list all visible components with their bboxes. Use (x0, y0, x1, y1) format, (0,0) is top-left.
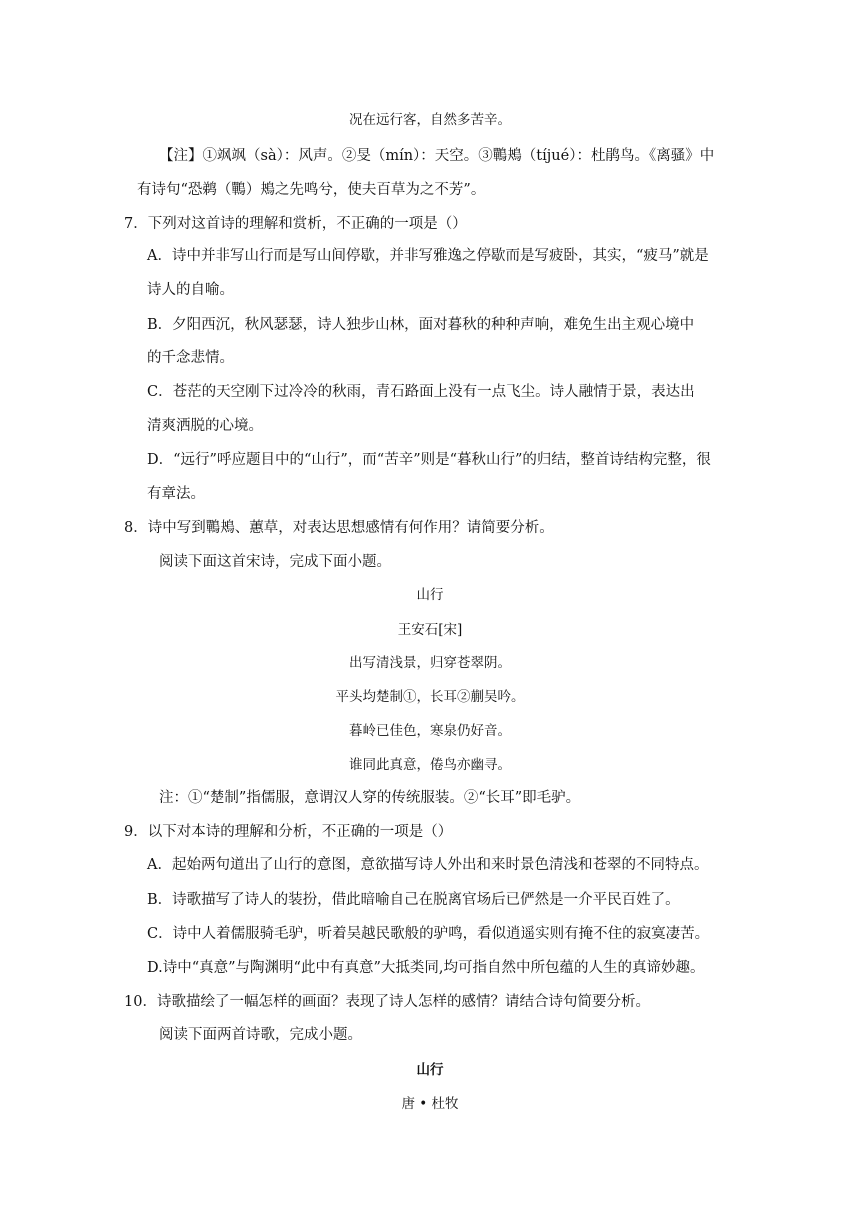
annotation-note-cont: 有诗句“恐鹈（鷤）鴂之先鸣兮，使夫百草为之不芳”。 (137, 182, 486, 198)
q9-option-d: D.诗中“真意”与陶渊明“此中有真意”大抵类同,均可指自然中所包蕴的人生的真谛妙趣。 (147, 960, 705, 976)
q7-option-a: A．诗中并非写山行而是写山间停歇，并非写雅逸之停歇而是写疲卧，其实，“疲马”就是 (147, 248, 709, 264)
question-9: 9．以下对本诗的理解和分析，不正确的一项是（） (124, 824, 453, 840)
annotation-note: 【注】①飒飒（sà）：风声。②旻（mín）：天空。③鷤鴂（tíjué）：杜鹃鸟。《离骚》中 (159, 148, 715, 164)
q9-option-b: B．诗歌描写了诗人的装扮，借此暗喻自己在脱离官场后已俨然是一介平民百姓了。 (147, 892, 680, 908)
poem-title: 山行 (416, 587, 444, 603)
poem-line: 谁同此真意，倦鸟亦幽寻。 (349, 757, 511, 773)
q7-option-c-cont: 清爽洒脱的心境。 (147, 418, 263, 434)
reading-instruction: 阅读下面这首宋诗，完成下面小题。 (159, 554, 391, 570)
poem-line: 出写清浅景，归穿苍翠阴。 (349, 655, 511, 671)
q7-option-a-cont: 诗人的自喻。 (147, 282, 234, 298)
q7-option-d: D．“远行”呼应题目中的“山行”，而“苦辛”则是“暮秋山行”的归结，整首诗结构完整，很 (147, 452, 711, 468)
q9-option-c: C．诗中人着儒服骑毛驴，听着吴越民歌般的驴鸣，看似逍遥实则有掩不住的寂寞凄苦。 (147, 926, 710, 942)
reading-instruction: 阅读下面两首诗歌，完成小题。 (159, 1027, 362, 1043)
question-8: 8．诗中写到鷤鴂、蕙草，对表达思想感情有何作用？请简要分析。 (124, 520, 554, 536)
poem-note: 注：①“楚制”指儒服，意谓汉人穿的传统服装。②“长耳”即毛驴。 (159, 790, 581, 806)
poem-author: 唐 • 杜牧 (401, 1096, 459, 1112)
poem-line: 暮岭已佳色，寒泉仍好音。 (349, 723, 511, 739)
poem-title: 山行 (416, 1062, 444, 1078)
q7-option-d-cont: 有章法。 (147, 486, 205, 502)
question-10: 10．诗歌描绘了一幅怎样的画面？表现了诗人怎样的感情？请结合诗句简要分析。 (124, 994, 650, 1010)
poem-author: 王安石[宋] (397, 622, 463, 638)
q9-option-a: A．起始两句道出了山行的意图，意欲描写诗人外出和来时景色清浅和苍翠的不同特点。 (147, 857, 709, 873)
q7-option-c: C．苍茫的天空刚下过冷冷的秋雨，青石路面上没有一点飞尘。诗人融情于景，表达出 (147, 384, 695, 400)
q7-option-b: B．夕阳西沉，秋风瑟瑟，诗人独步山林，面对暮秋的种种声响，难免生出主观心境中 (147, 317, 695, 333)
q7-option-b-cont: 的千念悲情。 (147, 350, 234, 366)
poem-line: 况在远行客，自然多苦辛。 (349, 112, 511, 128)
poem-line: 平头均楚制①，长耳②蒯吴吟。 (335, 689, 525, 705)
question-7: 7．下列对这首诗的理解和赏析，不正确的一项是（） (124, 216, 467, 232)
